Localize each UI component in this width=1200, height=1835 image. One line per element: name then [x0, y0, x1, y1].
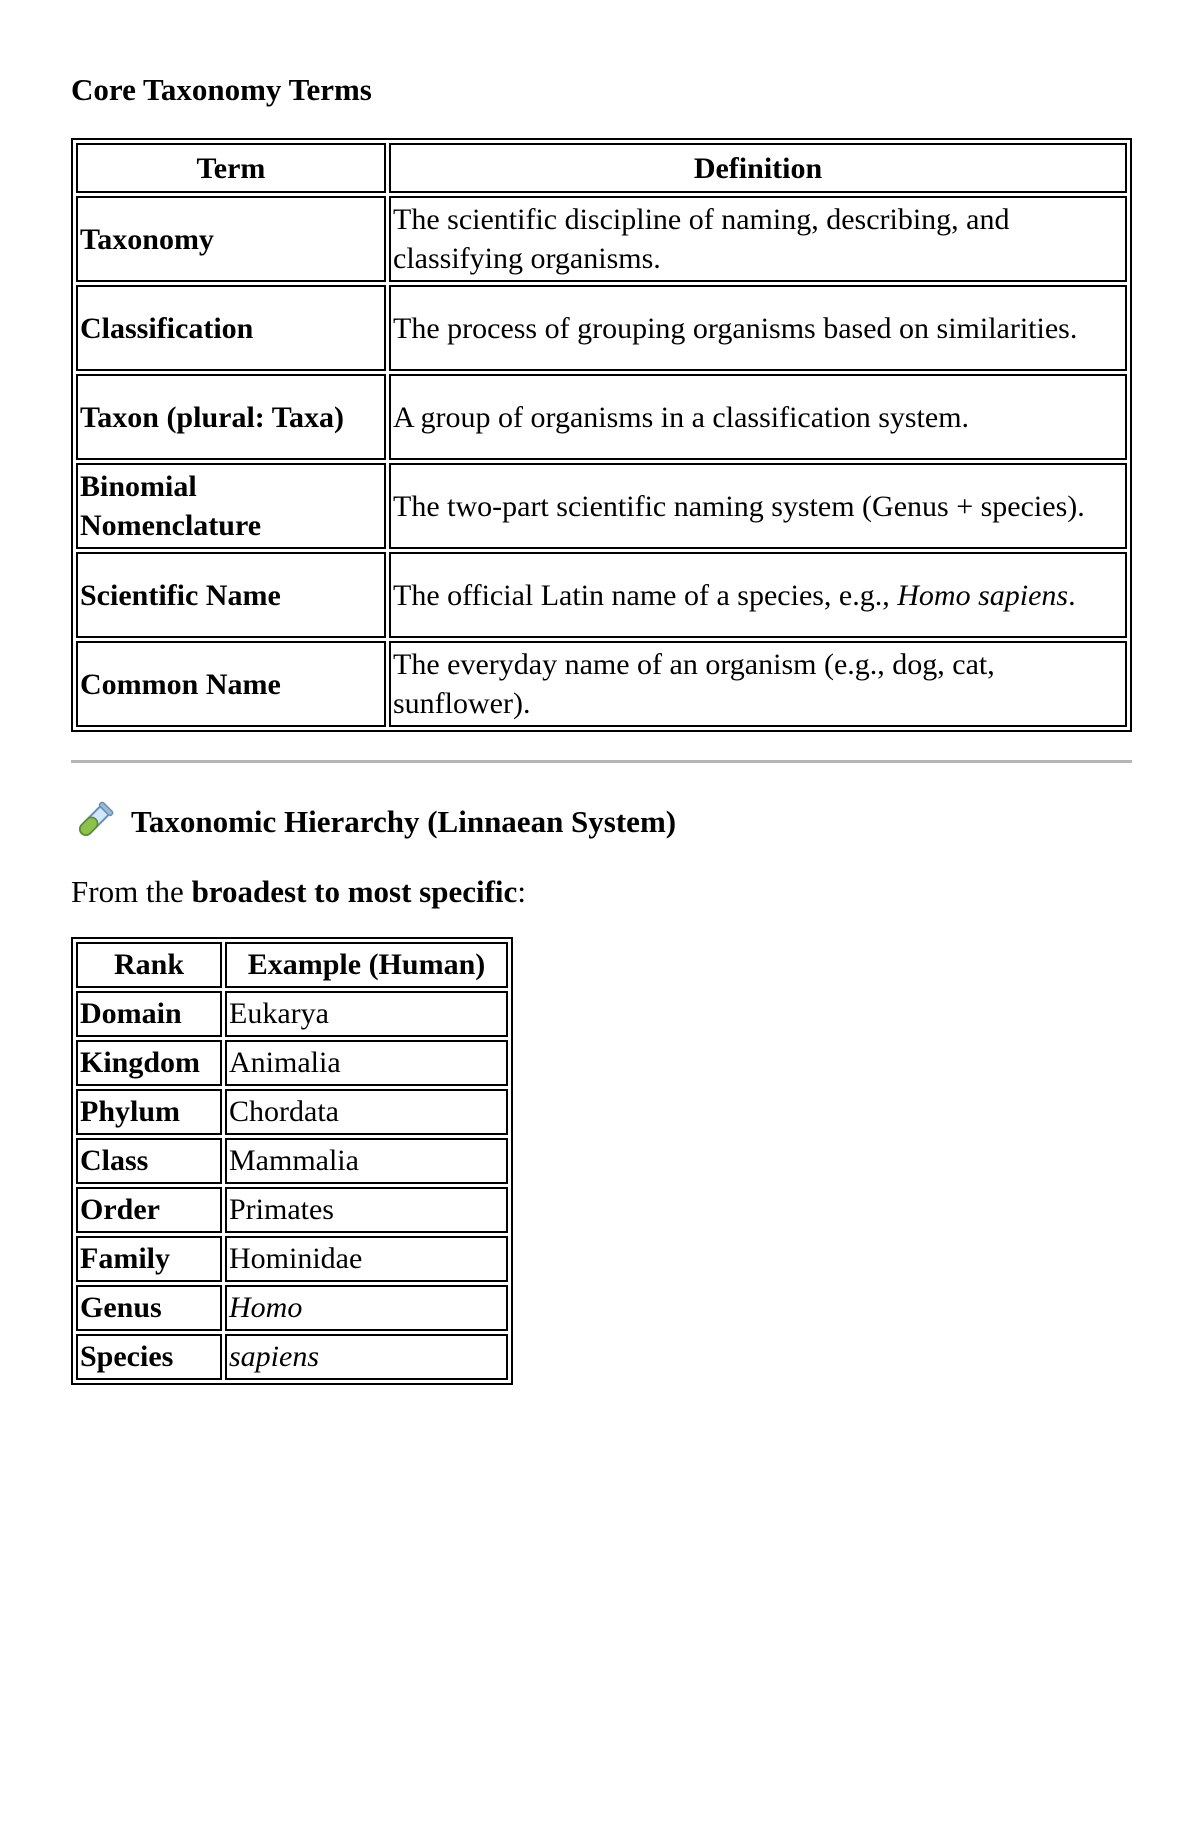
table-row: [76, 552, 1127, 638]
example-cell: sapiens: [225, 1334, 508, 1380]
rank-cell: Class: [76, 1138, 222, 1184]
intro-text: From the: [71, 874, 192, 909]
term-cell: Common Name: [76, 641, 386, 727]
table-row: [76, 1187, 508, 1233]
example-cell: Hominidae: [225, 1236, 508, 1282]
example-cell: Chordata: [225, 1089, 508, 1135]
column-header-term: Term: [76, 143, 386, 193]
table-row: [76, 196, 1127, 282]
horizontal-divider: [71, 760, 1132, 763]
rank-cell: Species: [76, 1334, 222, 1380]
core-terms-table: [71, 138, 1132, 732]
table-row: [76, 1285, 508, 1331]
table-row: [76, 374, 1127, 460]
table-row: [76, 1138, 508, 1184]
term-cell: Taxonomy: [76, 196, 386, 282]
table-row: [76, 991, 508, 1037]
table-row: [76, 1040, 508, 1086]
example-cell: Animalia: [225, 1040, 508, 1086]
column-header-rank: Rank: [76, 942, 222, 988]
table-row: [76, 1236, 508, 1282]
intro-bold-text: broadest to most specific: [191, 874, 518, 909]
table-row: [76, 641, 1127, 727]
definition-text: The official Latin name of a species, e.g.,: [393, 578, 898, 612]
test-tube-icon: [71, 800, 115, 844]
column-header-definition: Definition: [389, 143, 1127, 193]
definition-cell: The two-part scientific naming system (Genus + species).: [389, 463, 1127, 549]
definition-cell: [389, 552, 1127, 638]
table-header-row: [76, 143, 1127, 193]
rank-cell: Phylum: [76, 1089, 222, 1135]
term-cell: Scientific Name: [76, 552, 386, 638]
example-cell: Primates: [225, 1187, 508, 1233]
table-row: [76, 1334, 508, 1380]
term-cell: Binomial Nomenclature: [76, 463, 386, 549]
definition-cell: The process of grouping organisms based on similarities.: [389, 285, 1127, 371]
table-row: [76, 285, 1127, 371]
rank-cell: Domain: [76, 991, 222, 1037]
core-terms-heading: Core Taxonomy Terms: [71, 72, 372, 107]
definition-cell: The everyday name of an organism (e.g., dog, cat, sunflower).: [389, 641, 1127, 727]
intro-suffix-text: :: [517, 874, 526, 909]
definition-cell: The scientific discipline of naming, describing, and classifying organisms.: [389, 196, 1127, 282]
definition-italic-text: Homo sapiens: [897, 578, 1069, 612]
example-cell: Eukarya: [225, 991, 508, 1037]
rank-cell: Order: [76, 1187, 222, 1233]
rank-cell: Kingdom: [76, 1040, 222, 1086]
hierarchy-title: Taxonomic Hierarchy (Linnaean System): [131, 804, 677, 839]
table-row: [76, 1089, 508, 1135]
rank-cell: Genus: [76, 1285, 222, 1331]
taxonomic-ranks-table: [71, 937, 513, 1385]
column-header-example: Example (Human): [225, 942, 508, 988]
table-header-row: [76, 942, 508, 988]
hierarchy-intro: [71, 874, 526, 910]
definition-cell: A group of organisms in a classification system.: [389, 374, 1127, 460]
term-cell: Taxon (plural: Taxa): [76, 374, 386, 460]
definition-suffix-text: .: [1068, 578, 1076, 612]
rank-cell: Family: [76, 1236, 222, 1282]
example-cell: Mammalia: [225, 1138, 508, 1184]
term-cell: Classification: [76, 285, 386, 371]
example-cell: Homo: [225, 1285, 508, 1331]
hierarchy-heading: [71, 800, 676, 844]
table-row: [76, 463, 1127, 549]
